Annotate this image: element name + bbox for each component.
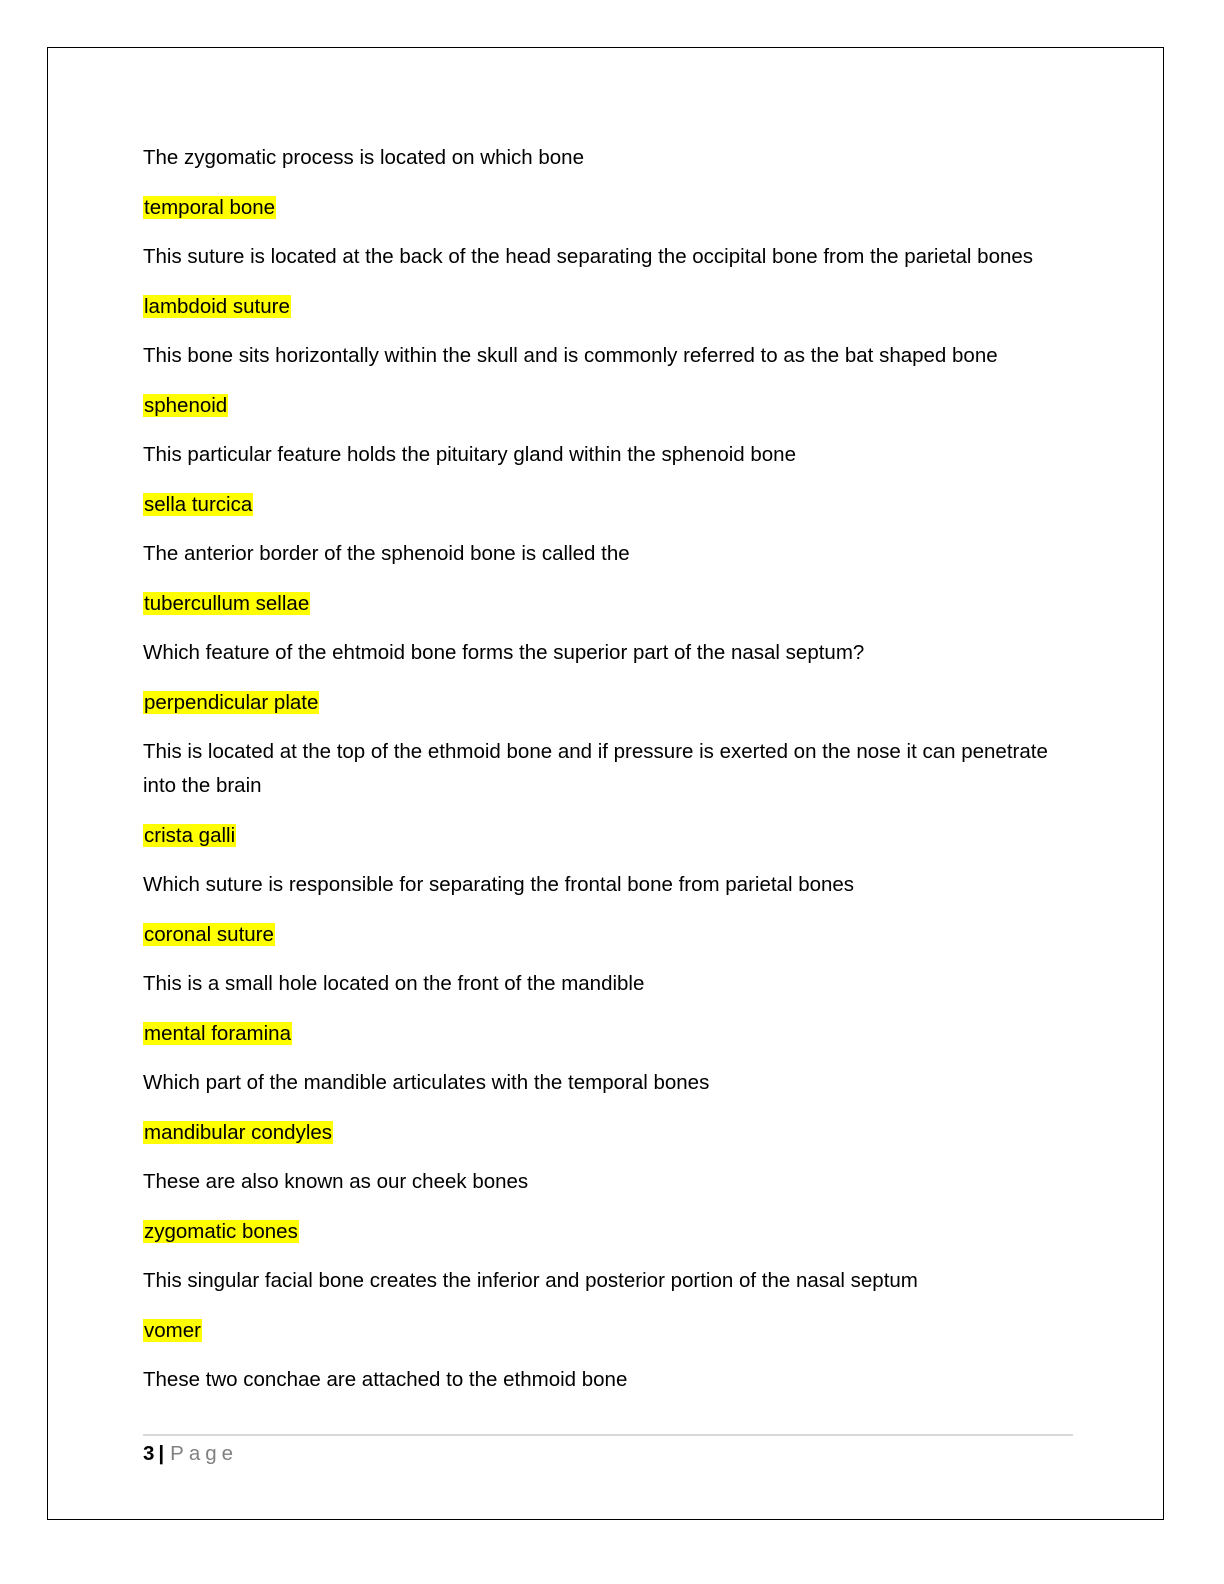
answer-line	[143, 1116, 1073, 1150]
answer-line	[143, 1215, 1073, 1249]
answer-line	[143, 587, 1073, 621]
question-line: This singular facial bone creates the inferior and posterior portion of the nasal septum	[143, 1269, 918, 1292]
question-line: These are also known as our cheek bones	[143, 1170, 529, 1193]
footer-separator: |	[158, 1442, 165, 1465]
question-line: This bone sits horizontally within the skull and is commonly referred to as the bat shaped bone	[143, 344, 998, 367]
question-line: Which suture is responsible for separating the frontal bone from parietal bones	[143, 873, 855, 896]
answer-highlight: perpendicular plate	[144, 690, 319, 714]
answer-line	[143, 918, 1073, 952]
answer-highlight: sphenoid	[144, 393, 228, 417]
answer-highlight: lambdoid suture	[144, 294, 290, 318]
answer-highlight: mandibular condyles	[144, 1120, 333, 1144]
answer-highlight: mental foramina	[144, 1021, 291, 1045]
answer-line	[143, 1017, 1073, 1051]
answer-line	[143, 488, 1073, 522]
question-line: These two conchae are attached to the ethmoid bone	[143, 1368, 628, 1391]
answer-highlight: sella turcica	[144, 492, 253, 516]
question-line: The zygomatic process is located on which bone	[143, 146, 584, 169]
question-line: Which part of the mandible articulates with the temporal bones	[143, 1071, 710, 1094]
answer-highlight: coronal suture	[144, 922, 274, 946]
answer-line	[143, 686, 1073, 720]
answer-line	[143, 290, 1073, 324]
answer-line	[143, 819, 1073, 853]
answer-highlight: tubercullum sellae	[144, 591, 310, 615]
answer-line	[143, 191, 1073, 225]
question-answer-list	[143, 141, 1073, 1397]
answer-highlight: zygomatic bones	[144, 1219, 298, 1243]
footer-divider	[143, 1434, 1073, 1436]
answer-highlight: crista galli	[144, 823, 236, 847]
page-label: Page	[170, 1442, 239, 1465]
page-footer	[143, 1441, 238, 1467]
question-line: This is located at the top of the ethmoid bone and if pressure is exerted on the nose it can penetrate into the brain	[143, 740, 1048, 797]
answer-highlight: temporal bone	[144, 195, 276, 219]
document-body	[143, 141, 1073, 1413]
question-line: This is a small hole located on the front of the mandible	[143, 972, 645, 995]
answer-line	[143, 389, 1073, 423]
question-line: This particular feature holds the pituitary gland within the sphenoid bone	[143, 443, 796, 466]
question-line: The anterior border of the sphenoid bone is called the	[143, 542, 630, 565]
question-line: This suture is located at the back of the head separating the occipital bone from the parietal bones	[143, 245, 1034, 268]
page-number: 3	[143, 1442, 155, 1465]
question-line: Which feature of the ehtmoid bone forms the superior part of the nasal septum?	[143, 641, 865, 664]
answer-line	[143, 1314, 1073, 1348]
answer-highlight: vomer	[144, 1318, 201, 1342]
